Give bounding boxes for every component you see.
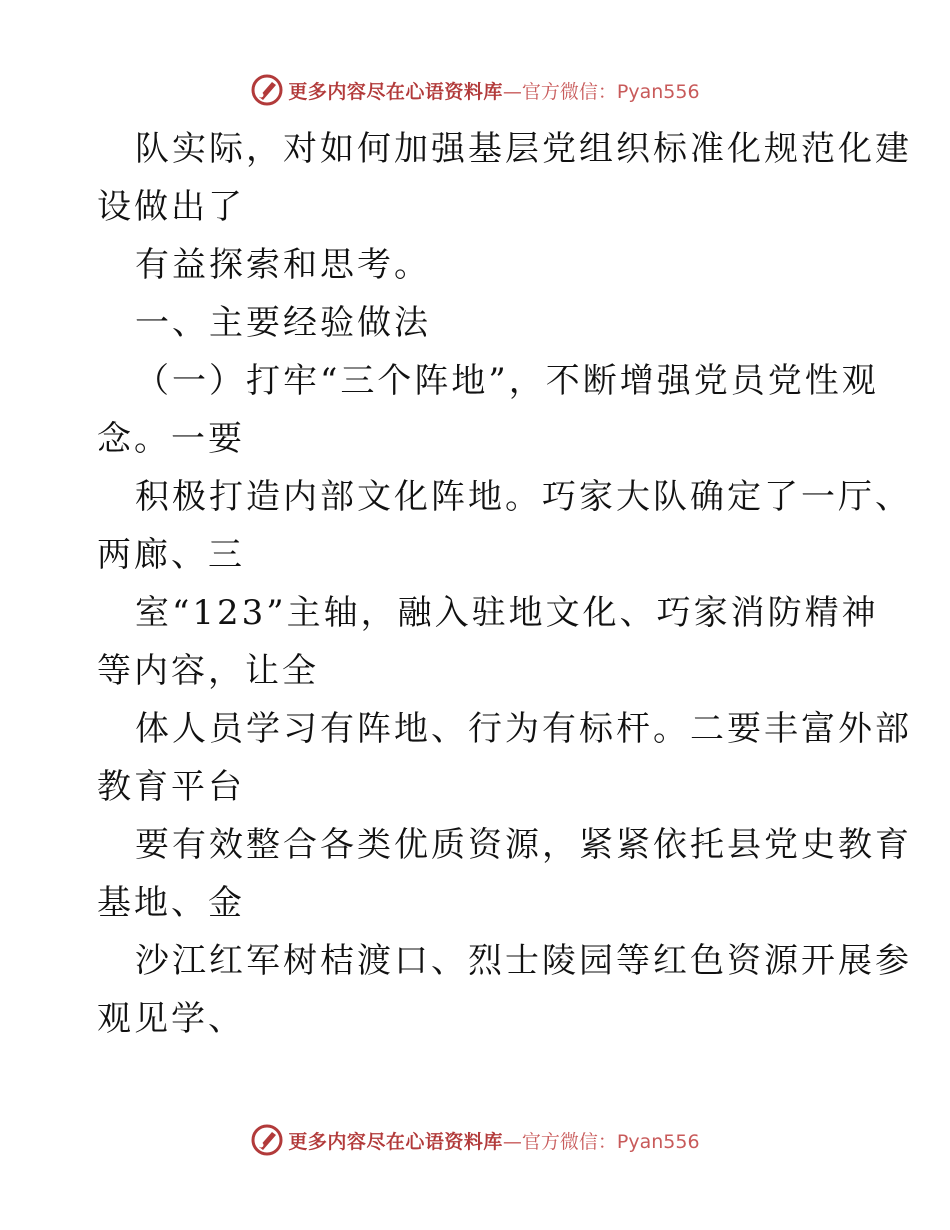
header-banner-sub: —官方微信：Pyan556: [502, 80, 700, 103]
body-line: 念。一要: [97, 419, 245, 459]
body-line: 基地、金: [97, 883, 245, 923]
footer-banner-text: 更多内容尽在心语资料库: [288, 1130, 503, 1153]
header-banner-text: 更多内容尽在心语资料库: [288, 80, 503, 103]
body-line: 积极打造内部文化阵地。巧家大队确定了一厅、: [135, 477, 912, 517]
body-line: 教育平台: [97, 767, 245, 807]
footer-banner-sub: —官方微信：Pyan556: [502, 1130, 700, 1153]
body-line: 队实际，对如何加强基层党组织标准化规范化建: [135, 129, 912, 169]
body-line: 观见学、: [97, 999, 245, 1039]
body-line: 沙江红军树桔渡口、烈士陵园等红色资源开展参: [135, 941, 912, 981]
body-line: 体人员学习有阵地、行为有标杆。二要丰富外部: [135, 709, 912, 749]
body-line: 等内容，让全: [97, 651, 319, 691]
body-line: 要有效整合各类优质资源，紧紧依托县党史教育: [135, 825, 912, 865]
body-line: 两廊、三: [97, 535, 245, 575]
footer-banner: [0, 1120, 950, 1160]
body-line: 有益探索和思考。: [135, 245, 431, 285]
body-line: 设做出了: [97, 187, 245, 227]
body-line: 室“123”主轴，融入驻地文化、巧家消防精神: [135, 593, 879, 633]
body-line: （一）打牢“三个阵地”，不断增强党员党性观: [135, 361, 879, 401]
pen-logo-icon: [250, 1123, 284, 1157]
body-line: 一、主要经验做法: [135, 303, 431, 343]
